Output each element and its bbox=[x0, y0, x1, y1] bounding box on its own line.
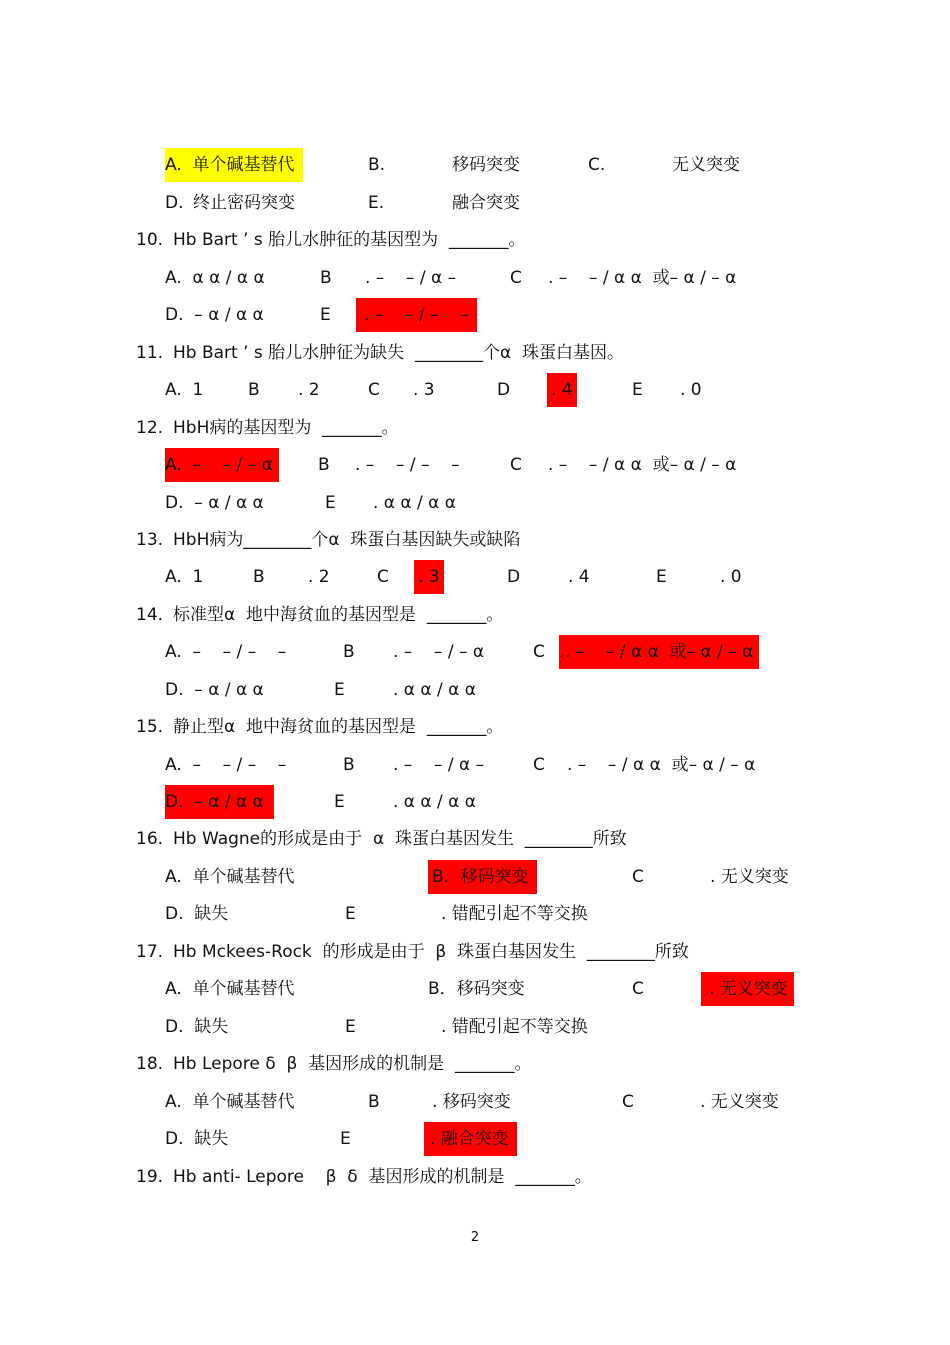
q18-option-c: . 无义突变 bbox=[700, 1092, 779, 1112]
q10-option-b: . – – / α – bbox=[365, 268, 457, 288]
q18-option-b: . 移码突变 bbox=[432, 1092, 511, 1112]
q9-option-d-text: 终止密码突变 bbox=[193, 193, 295, 213]
q17-option-e: . 错配引起不等交换 bbox=[441, 1017, 588, 1037]
q11-option-e: . 0 bbox=[680, 380, 702, 400]
q12-options-row-2 bbox=[0, 486, 950, 520]
q15-options-row-1 bbox=[0, 748, 950, 782]
q14-option-e-label: E bbox=[334, 680, 345, 700]
q11-option-b: . 2 bbox=[298, 380, 320, 400]
q18-option-e-answer: . 融合突变 bbox=[424, 1122, 517, 1156]
q13-option-b: . 2 bbox=[308, 567, 330, 587]
q10-stem bbox=[0, 223, 950, 257]
q10-options-row-1 bbox=[0, 261, 950, 295]
q17-number: 17. bbox=[136, 942, 164, 962]
q11-stem bbox=[0, 336, 950, 370]
q18-number: 18. bbox=[136, 1054, 164, 1074]
q18-option-e-label: E bbox=[340, 1129, 351, 1149]
q13-number: 13. bbox=[136, 530, 164, 550]
q14-stem bbox=[0, 598, 950, 632]
q15-option-d-answer: D. – α / α α bbox=[165, 785, 274, 819]
q16-option-e-label: E bbox=[345, 904, 356, 924]
q9-option-e-label: E. bbox=[368, 193, 385, 213]
q15-options-row-2 bbox=[0, 785, 950, 819]
q9-option-e-text: 融合突变 bbox=[452, 193, 520, 213]
q9-option-d-label: D. bbox=[165, 193, 184, 213]
q16-option-e: . 错配引起不等交换 bbox=[441, 904, 588, 924]
q12-stem bbox=[0, 411, 950, 445]
q12-option-e: . α α / α α bbox=[373, 493, 456, 513]
q12-option-b: . – – / – – bbox=[355, 455, 460, 475]
q10-option-b-label: B bbox=[320, 268, 332, 288]
q10-option-c: . – – / α α 或– α / – α bbox=[548, 268, 737, 288]
q17-option-c-label: C bbox=[632, 979, 644, 999]
q10-options-row-2 bbox=[0, 298, 950, 332]
q13-option-d-label: D bbox=[507, 567, 521, 587]
q11-option-d-label: D bbox=[497, 380, 511, 400]
q18-options-row-1 bbox=[0, 1085, 950, 1119]
q15-number: 15. bbox=[136, 717, 164, 737]
q10-option-d: D. – α / α α bbox=[165, 305, 264, 325]
q9-option-a-highlight: A. 单个碱基替代 bbox=[165, 148, 303, 182]
q18-option-b-label: B bbox=[368, 1092, 380, 1112]
q18-option-c-label: C bbox=[622, 1092, 634, 1112]
q16-option-a: A. 单个碱基替代 bbox=[165, 867, 295, 887]
q11-option-c-label: C bbox=[368, 380, 380, 400]
q14-option-a: A. – – / – – bbox=[165, 642, 287, 662]
q15-option-a: A. – – / – – bbox=[165, 755, 287, 775]
q15-option-b: . – – / α – bbox=[393, 755, 485, 775]
q17-option-b: B．移码突变 bbox=[428, 979, 525, 999]
q17-option-e-label: E bbox=[345, 1017, 356, 1037]
q13-text: HbH病为________个α 珠蛋白基因缺失或缺陷 bbox=[173, 530, 521, 550]
q14-options-row-2 bbox=[0, 673, 950, 707]
q10-option-e-label: E bbox=[320, 305, 331, 325]
q16-option-c: . 无义突变 bbox=[710, 867, 789, 887]
q13-option-c-answer: . 3 bbox=[414, 560, 444, 594]
q19-text: Hb anti- Lepore β δ 基因形成的机制是 _______。 bbox=[173, 1167, 592, 1187]
q12-option-a-answer: A. – – / – α bbox=[165, 448, 279, 482]
q18-options-row-2 bbox=[0, 1122, 950, 1156]
q14-option-b-label: B bbox=[343, 642, 355, 662]
q17-options-row-1 bbox=[0, 972, 950, 1006]
q16-options-row-1 bbox=[0, 860, 950, 894]
q9-option-b-label: B. bbox=[368, 155, 386, 175]
q13-option-b-label: B bbox=[253, 567, 265, 587]
q11-option-a: A. 1 bbox=[165, 380, 204, 400]
q16-option-b-answer: B．移码突变 bbox=[428, 860, 537, 894]
q10-option-e-answer: . – – / – – bbox=[356, 298, 477, 332]
q11-text: Hb Bart ’ s 胎儿水肿征为缺失 ________个α 珠蛋白基因。 bbox=[173, 343, 625, 363]
q9-option-b-text: 移码突变 bbox=[452, 155, 520, 175]
q9-options-row-2 bbox=[0, 186, 950, 220]
q10-number: 10. bbox=[136, 230, 164, 250]
q12-option-c: . – – / α α 或– α / – α bbox=[548, 455, 737, 475]
q16-options-row-2 bbox=[0, 897, 950, 931]
q12-option-e-label: E bbox=[325, 493, 336, 513]
q15-option-b-label: B bbox=[343, 755, 355, 775]
q14-option-c-answer: . – – / α α 或– α / – α bbox=[559, 635, 759, 669]
q12-text: HbH病的基因型为 _______。 bbox=[173, 418, 399, 438]
q10-option-a: A. α α / α α bbox=[165, 268, 265, 288]
q11-option-c: . 3 bbox=[413, 380, 435, 400]
q18-stem bbox=[0, 1047, 950, 1081]
q13-options bbox=[0, 560, 950, 594]
q16-option-c-label: C bbox=[632, 867, 644, 887]
q13-option-e-label: E bbox=[656, 567, 667, 587]
q16-stem bbox=[0, 822, 950, 856]
q16-text: Hb Wagne的形成是由于 α 珠蛋白基因发生 ________所致 bbox=[173, 829, 627, 849]
q18-option-d: D. 缺失 bbox=[165, 1129, 229, 1149]
q12-option-b-label: B bbox=[318, 455, 330, 475]
q11-options bbox=[0, 373, 950, 407]
q17-option-a: A. 单个碱基替代 bbox=[165, 979, 295, 999]
q13-option-d: . 4 bbox=[568, 567, 590, 587]
page-number: 2 bbox=[470, 1230, 480, 1245]
q11-number: 11. bbox=[136, 343, 164, 363]
q19-stem bbox=[0, 1160, 950, 1194]
q14-option-c-label: C bbox=[533, 642, 545, 662]
q9-option-c-text: 无义突变 bbox=[672, 155, 740, 175]
q13-stem bbox=[0, 523, 950, 557]
q16-number: 16. bbox=[136, 829, 164, 849]
q12-options-row-1 bbox=[0, 448, 950, 482]
q16-option-d: D. 缺失 bbox=[165, 904, 229, 924]
q17-option-c-answer: . 无义突变 bbox=[701, 972, 794, 1006]
q13-option-a: A. 1 bbox=[165, 567, 204, 587]
q10-text: Hb Bart ’ s 胎儿水肿征的基因型为 _______。 bbox=[173, 230, 526, 250]
q15-option-c: . – – / α α 或– α / – α bbox=[567, 755, 756, 775]
q10-option-c-label: C bbox=[510, 268, 522, 288]
q11-option-d-answer: . 4 bbox=[547, 373, 577, 407]
q15-text: 静止型α 地中海贫血的基因型是 _______。 bbox=[173, 717, 504, 737]
q17-stem bbox=[0, 935, 950, 969]
q18-text: Hb Lepore δ β 基因形成的机制是 _______。 bbox=[173, 1054, 532, 1074]
q13-option-e: . 0 bbox=[720, 567, 742, 587]
q15-option-e: . α α / α α bbox=[393, 792, 476, 812]
q14-option-d: D. – α / α α bbox=[165, 680, 264, 700]
q14-options-row-1 bbox=[0, 635, 950, 669]
q17-text: Hb Mckees-Rock 的形成是由于 β 珠蛋白基因发生 ________所致 bbox=[173, 942, 689, 962]
q15-stem bbox=[0, 710, 950, 744]
q15-option-c-label: C bbox=[533, 755, 545, 775]
q18-option-a: A. 单个碱基替代 bbox=[165, 1092, 295, 1112]
q9-option-c-label: C. bbox=[588, 155, 606, 175]
q12-option-d: D. – α / α α bbox=[165, 493, 264, 513]
q14-option-b: . – – / – α bbox=[393, 642, 485, 662]
q12-option-c-label: C bbox=[510, 455, 522, 475]
q11-option-b-label: B bbox=[248, 380, 260, 400]
q19-number: 19. bbox=[136, 1167, 164, 1187]
q14-text: 标准型α 地中海贫血的基因型是 _______。 bbox=[173, 605, 504, 625]
q17-options-row-2 bbox=[0, 1010, 950, 1044]
q17-option-d: D. 缺失 bbox=[165, 1017, 229, 1037]
q11-option-e-label: E bbox=[632, 380, 643, 400]
q14-option-e: . α α / α α bbox=[393, 680, 476, 700]
q13-option-c-label: C bbox=[377, 567, 389, 587]
q9-options-row-1 bbox=[0, 148, 950, 182]
q15-option-e-label: E bbox=[334, 792, 345, 812]
q12-number: 12. bbox=[136, 418, 164, 438]
q14-number: 14. bbox=[136, 605, 164, 625]
